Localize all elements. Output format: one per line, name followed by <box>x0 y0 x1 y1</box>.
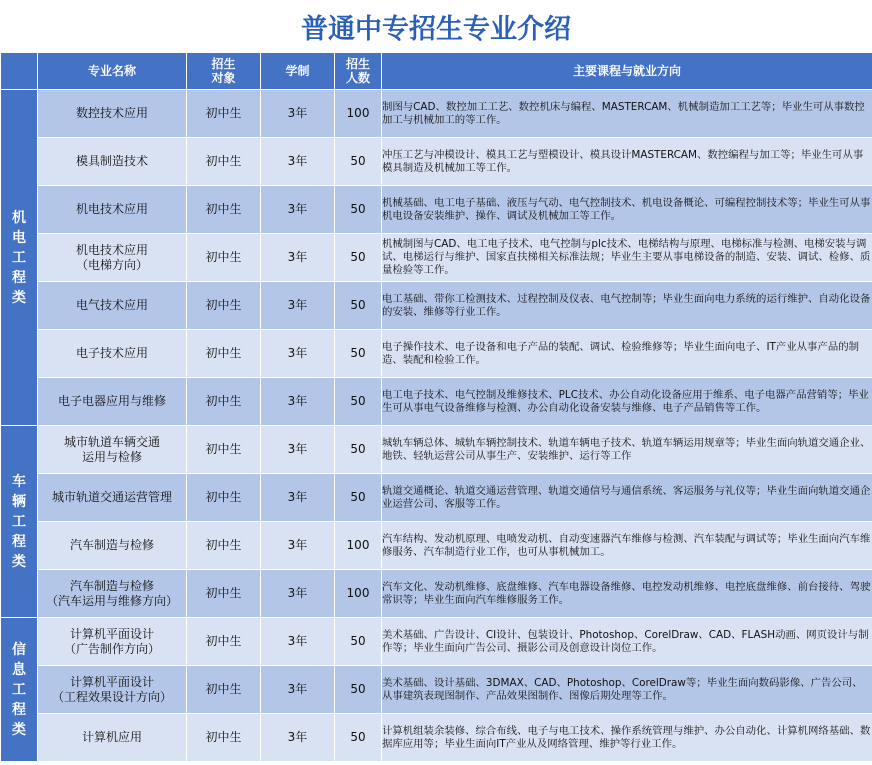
header-description: 主要课程与就业方向 <box>382 53 872 90</box>
major-cell: 模具制造技术 <box>38 138 187 186</box>
quota-cell: 100 <box>335 90 382 138</box>
description-cell: 电工电子技术、电气控制及维修技术、PLC技术、办公自动化设备应用于维系、电子电器产品营销等；毕业生可从事电气设备维修与检测、办公自动化设备安装与维修、电子产品销售等工作。 <box>382 378 872 426</box>
quota-cell: 50 <box>335 138 382 186</box>
quota-cell: 50 <box>335 618 382 666</box>
major-cell: 电子技术应用 <box>38 330 187 378</box>
description-cell: 美术基础、广告设计、CI设计、包装设计、Photoshop、CorelDraw、CAD、FLASH动画、网页设计与制作等；毕业生面向广告公司、摄影公司及创意设计岗位工作。 <box>382 618 872 666</box>
major-cell: 数控技术应用 <box>38 90 187 138</box>
table-row <box>1 138 872 186</box>
duration-cell: 3年 <box>261 570 335 618</box>
description-cell: 制图与CAD、数控加工工艺、数控机床与编程、MASTERCAM、机械制造加工工艺等；毕业生可从事数控加工与机械加工的等工作。 <box>382 90 872 138</box>
table-row <box>1 714 872 762</box>
category-cell <box>1 426 38 618</box>
description-cell: 电工基础、带你工检测技术、过程控制及仪表、电气控制等；毕业生面向电力系统的运行维护、自动化设备的安装、维修等行业工作。 <box>382 282 872 330</box>
major-cell: 电气技术应用 <box>38 282 187 330</box>
table-row <box>1 570 872 618</box>
quota-cell: 100 <box>335 522 382 570</box>
duration-cell: 3年 <box>261 666 335 714</box>
table-row <box>1 234 872 282</box>
major-cell: 计算机平面设计 （工程效果设计方向） <box>38 666 187 714</box>
quota-cell: 50 <box>335 330 382 378</box>
target-cell: 初中生 <box>187 474 261 522</box>
table-header-row <box>1 53 872 90</box>
major-cell: 城市轨道交通运营管理 <box>38 474 187 522</box>
target-cell: 初中生 <box>187 426 261 474</box>
duration-cell: 3年 <box>261 234 335 282</box>
duration-cell: 3年 <box>261 714 335 762</box>
category-cell <box>1 90 38 426</box>
category-label: 机电工程类 <box>12 209 26 306</box>
duration-cell: 3年 <box>261 378 335 426</box>
description-cell: 汽车文化、发动机维修、底盘维修、汽车电器设备维修、电控发动机维修、电控底盘维修、前台接待、驾驶常识等；毕业生面向汽车维修服务工作。 <box>382 570 872 618</box>
quota-cell: 50 <box>335 474 382 522</box>
target-cell: 初中生 <box>187 186 261 234</box>
duration-cell: 3年 <box>261 426 335 474</box>
description-cell: 机械制图与CAD、电工电子技术、电气控制与plc技术、电梯结构与原理、电梯标准与检测、电梯安装与调试、电梯运行与维护、国家直扶梯相关标准法规；毕业生主要从事电梯设备的制造、安装、调试、检修、质量检验等工作。 <box>382 234 872 282</box>
quota-cell: 50 <box>335 714 382 762</box>
header-quota: 招生 人数 <box>335 53 382 90</box>
header-corner <box>1 53 38 90</box>
header-major: 专业名称 <box>38 53 187 90</box>
description-cell: 计算机组装余装修、综合布线、电子与电工技术、操作系统管理与维护、办公自动化、计算机网络基础、数据库应用等；毕业生面向IT产业从及网络管理、维护等行业工作。 <box>382 714 872 762</box>
target-cell: 初中生 <box>187 618 261 666</box>
category-label: 车辆工程类 <box>12 473 26 570</box>
majors-table <box>0 52 872 762</box>
quota-cell: 50 <box>335 426 382 474</box>
major-cell: 城市轨道车辆交通 运用与检修 <box>38 426 187 474</box>
major-cell: 计算机应用 <box>38 714 187 762</box>
table-row <box>1 522 872 570</box>
page-title: 普通中专招生专业介绍 <box>301 13 571 45</box>
table-row <box>1 618 872 666</box>
major-cell: 汽车制造与检修 <box>38 522 187 570</box>
quota-cell: 50 <box>335 666 382 714</box>
duration-cell: 3年 <box>261 90 335 138</box>
duration-cell: 3年 <box>261 282 335 330</box>
target-cell: 初中生 <box>187 714 261 762</box>
major-cell: 机电技术应用 （电梯方向） <box>38 234 187 282</box>
major-cell: 计算机平面设计 （广告制作方向） <box>38 618 187 666</box>
duration-cell: 3年 <box>261 618 335 666</box>
table-row <box>1 474 872 522</box>
table-row <box>1 90 872 138</box>
description-cell: 汽车结构、发动机原理、电喷发动机、自动变速器汽车维修与检测、汽车装配与调试等；毕业生面向汽车维修服务、汽车制造行业工作，也可从事机械加工。 <box>382 522 872 570</box>
table-row <box>1 330 872 378</box>
target-cell: 初中生 <box>187 666 261 714</box>
table-row <box>1 666 872 714</box>
description-cell: 电子操作技术、电子设备和电子产品的装配、调试、检验维修等；毕业生面向电子、IT产业从事产品的制造、装配和检验工作。 <box>382 330 872 378</box>
major-cell: 机电技术应用 <box>38 186 187 234</box>
table-row <box>1 378 872 426</box>
target-cell: 初中生 <box>187 90 261 138</box>
duration-cell: 3年 <box>261 330 335 378</box>
quota-cell: 50 <box>335 282 382 330</box>
quota-cell: 100 <box>335 570 382 618</box>
description-cell: 城轨车辆总体、城轨车辆控制技术、轨道车辆电子技术、轨道车辆运用规章等；毕业生面向轨道交通企业、地铁、轻轨运营公司从事生产、安装维护、运行等工作 <box>382 426 872 474</box>
header-duration: 学制 <box>261 53 335 90</box>
target-cell: 初中生 <box>187 138 261 186</box>
quota-cell: 50 <box>335 234 382 282</box>
target-cell: 初中生 <box>187 378 261 426</box>
description-cell: 机械基础、电工电子基础、液压与气动、电气控制技术、机电设备概论、可编程控制技术等；毕业生可从事机电设备安装维护、操作、调试及机械加工等工作。 <box>382 186 872 234</box>
target-cell: 初中生 <box>187 330 261 378</box>
table-row <box>1 282 872 330</box>
target-cell: 初中生 <box>187 522 261 570</box>
table-body <box>1 53 872 762</box>
header-target: 招生 对象 <box>187 53 261 90</box>
major-cell: 汽车制造与检修 （汽车运用与维修方向） <box>38 570 187 618</box>
category-cell <box>1 618 38 762</box>
description-cell: 美术基础、设计基础、3DMAX、CAD、Photoshop、CorelDraw等；毕业生面向数码影像、广告公司、从事建筑表现图制作、产品效果图制作、图像后期处理等工作。 <box>382 666 872 714</box>
duration-cell: 3年 <box>261 474 335 522</box>
duration-cell: 3年 <box>261 138 335 186</box>
quota-cell: 50 <box>335 186 382 234</box>
target-cell: 初中生 <box>187 234 261 282</box>
description-cell: 冲压工艺与冲模设计、模具工艺与塑模设计、模具设计MASTERCAM、数控编程与加工等；毕业生可从事模具制造及机械加工等工作。 <box>382 138 872 186</box>
description-cell: 轨道交通概论、轨道交通运营管理、轨道交通信号与通信系统、客运服务与礼仪等；毕业生面向轨道交通企业运营公司、客服等工作。 <box>382 474 872 522</box>
quota-cell: 50 <box>335 378 382 426</box>
major-cell: 电子电器应用与维修 <box>38 378 187 426</box>
duration-cell: 3年 <box>261 522 335 570</box>
table-row <box>1 426 872 474</box>
table-row <box>1 186 872 234</box>
target-cell: 初中生 <box>187 282 261 330</box>
duration-cell: 3年 <box>261 186 335 234</box>
category-label: 信息工程类 <box>12 641 26 738</box>
target-cell: 初中生 <box>187 570 261 618</box>
